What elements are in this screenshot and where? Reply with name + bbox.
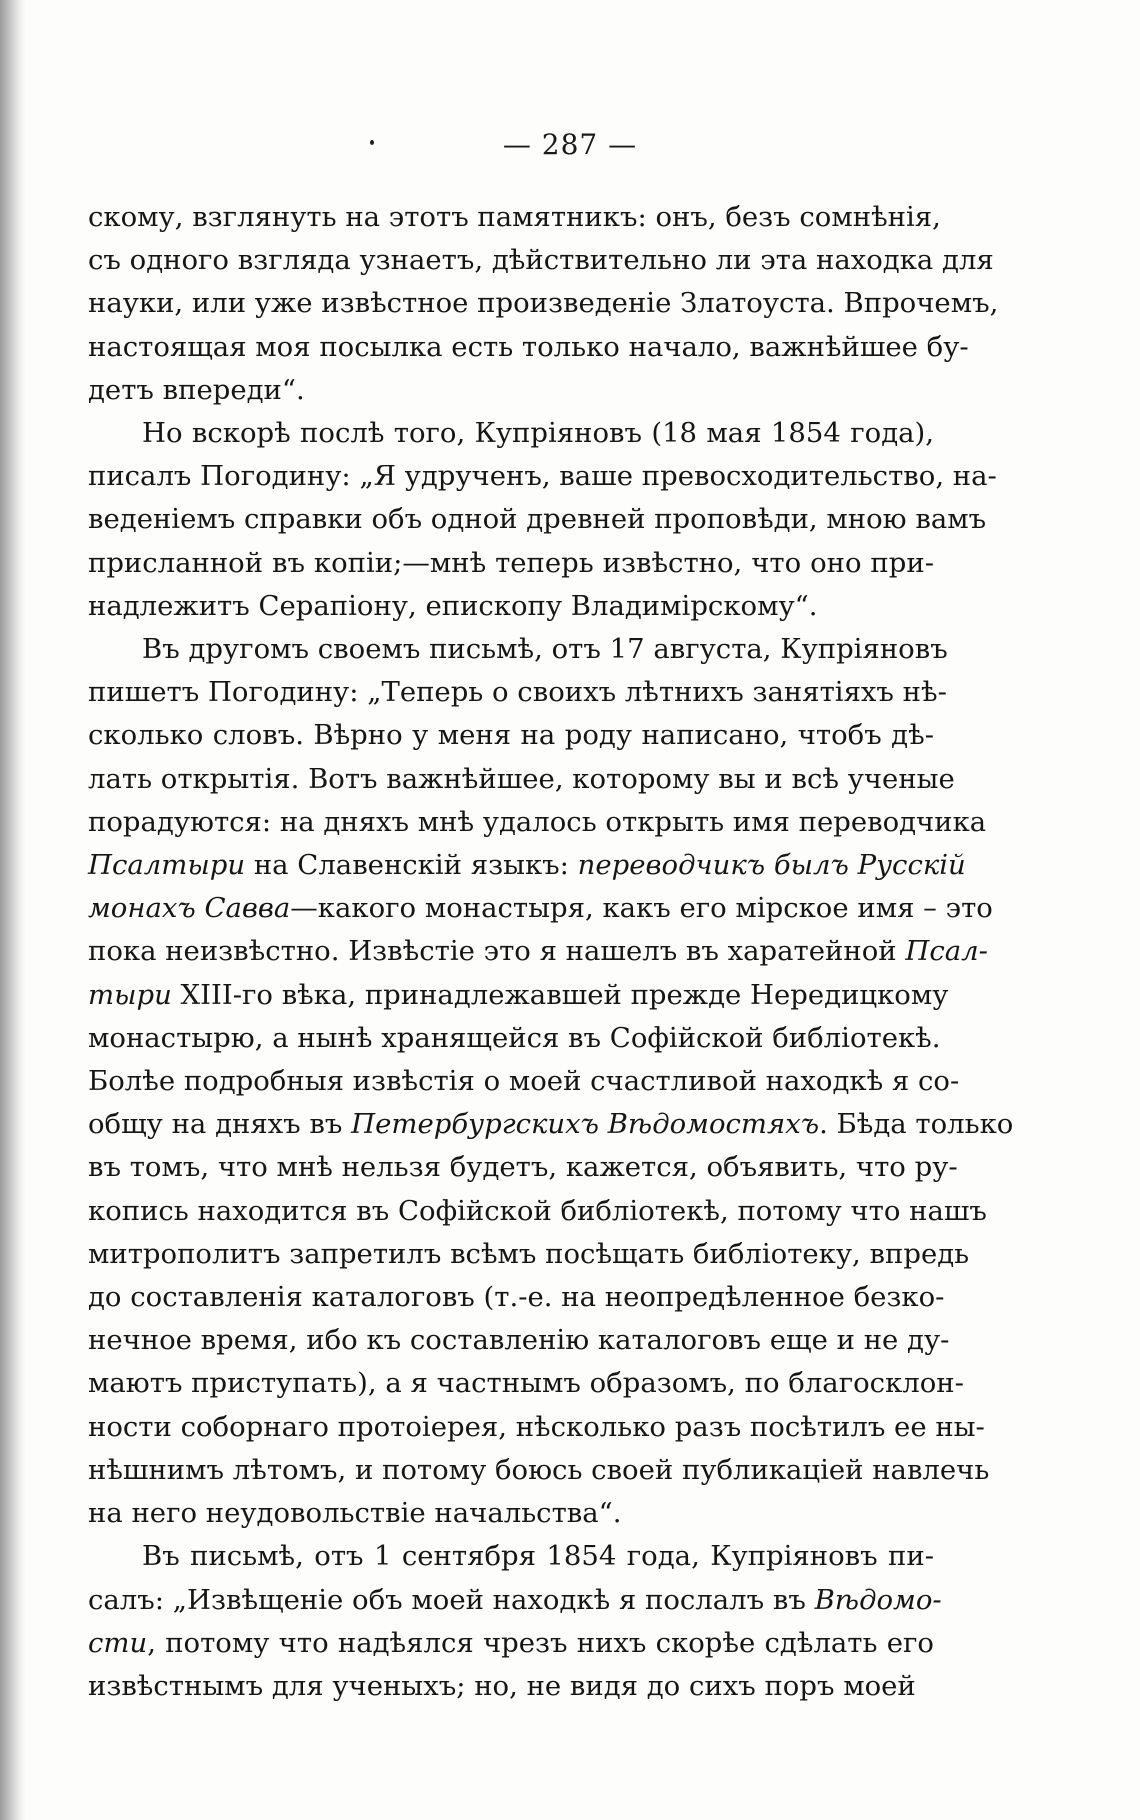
text-segment: на него неудовольствіе начальства“. (88, 1497, 622, 1530)
text-segment: нѣшнимъ лѣтомъ, и потому боюсь своей публикаціей навлечь (88, 1453, 990, 1486)
text-segment: извѣстнымъ для ученыхъ; но, не видя до сихъ поръ моей (88, 1669, 916, 1702)
text-line (88, 585, 934, 628)
text-segment: Въ другомъ своемъ письмѣ, отъ 17 августа, Купріяновъ (142, 633, 948, 666)
text-line (88, 1190, 987, 1233)
paragraph (88, 1535, 942, 1708)
text-segment: Въ письмѣ, отъ 1 сентября 1854 года, Купріяновъ пи- (142, 1540, 934, 1573)
body-text (88, 196, 1014, 1708)
text-segment: сколько словъ. Вѣрно у меня на роду написано, чтобъ дѣ- (88, 719, 934, 752)
text-line (88, 887, 993, 930)
text-line (88, 758, 955, 801)
text-line (88, 1146, 958, 1189)
italic-text: Петербургскихъ Вѣдомостяхъ (351, 1108, 820, 1141)
text-segment: пока неизвѣстно. Извѣстіе это я нашелъ въ харатейной (88, 935, 906, 968)
text-segment: порадуются: на дняхъ мнѣ удалось открыть имя переводчика (88, 805, 987, 838)
text-segment: —какого монастыря, какъ его мірское имя – это (290, 892, 993, 925)
text-segment: настоящая моя посылка есть только начало, важнѣйшее бу- (88, 330, 969, 363)
text-segment: XIII-го вѣка, принадлежавшей прежде Нередицкому (171, 978, 949, 1011)
page-number: — 287 — (502, 128, 638, 161)
text-segment: науки, или уже извѣстное произведеніе Златоуста. Впрочемъ, (88, 287, 999, 320)
text-line (88, 1017, 941, 1060)
italic-text: Псал- (905, 935, 988, 968)
text-line (88, 628, 948, 671)
text-line (88, 974, 949, 1017)
text-segment: надлежитъ Серапіону, епископу Владимірскому“. (88, 589, 818, 622)
text-line (88, 1319, 950, 1362)
text-line (88, 369, 934, 412)
text-line (88, 1579, 942, 1622)
text-segment: на Славенскій языкъ: (245, 849, 578, 882)
text-line (88, 455, 997, 498)
text-line (88, 1276, 945, 1319)
paragraph (88, 196, 999, 412)
text-line (88, 1622, 934, 1665)
text-segment: скому, взглянуть на этотъ памятникъ: онъ, безъ сомнѣнія, (88, 201, 941, 233)
text-segment: нечное время, ибо къ составленію каталоговъ еще и не ду- (88, 1324, 950, 1357)
text-segment: писалъ Погодину: „Я удрученъ, ваше превосходительство, на- (88, 460, 997, 493)
text-line (88, 671, 947, 714)
italic-text: Псалтыри (88, 849, 246, 882)
text-line (88, 1449, 990, 1492)
text-segment: общу на дняхъ въ (88, 1108, 352, 1141)
text-line (88, 239, 994, 282)
text-segment: въ томъ, что мнѣ нельзя будетъ, кажется, объявить, что ру- (88, 1151, 958, 1184)
text-segment: веденіемъ справки объ одной древней проповѣди, мною вамъ (88, 503, 987, 536)
text-segment: маютъ приступать), а я частнымъ образомъ, по благосклон- (88, 1367, 964, 1400)
text-line (88, 326, 969, 369)
paragraph (88, 628, 1014, 1535)
text-line (88, 1665, 934, 1708)
text-segment: салъ: „Извѣщеніе объ моей находкѣ я послалъ въ (88, 1583, 815, 1616)
text-line (88, 1492, 934, 1535)
italic-text: монахъ Савва (88, 892, 291, 925)
text-segment: ности соборнаго протоіерея, нѣсколько разъ посѣтилъ ее ны- (88, 1410, 985, 1443)
text-line (88, 1060, 960, 1103)
text-line (88, 714, 934, 757)
italic-text: переводчикъ былъ Русскій (577, 849, 966, 882)
text-line (88, 844, 966, 887)
text-segment: Болѣе подробныя извѣстія о моей счастливой находкѣ я со- (88, 1065, 960, 1098)
text-segment: детъ впереди“. (88, 373, 305, 406)
paragraph (88, 412, 997, 628)
text-line (88, 1233, 970, 1276)
text-segment: Но вскорѣ послѣ того, Купріяновъ (18 мая 1854 года), (142, 417, 934, 450)
text-line (88, 930, 988, 973)
text-line (88, 282, 999, 325)
text-line (88, 1103, 1014, 1146)
text-line (88, 1535, 934, 1578)
text-line (88, 801, 987, 844)
text-segment: митрополитъ запретилъ всѣмъ посѣщать библіотеку, впредь (88, 1237, 970, 1270)
text-segment: пишетъ Погодину: „Теперь о своихъ лѣтнихъ занятіяхъ нѣ- (88, 676, 947, 709)
italic-text: сти (88, 1626, 148, 1659)
text-segment: до составленія каталоговъ (т.-е. на неопредѣленное безко- (88, 1281, 945, 1314)
text-segment: копись находится въ Софійской библіотекѣ, потому что нашъ (88, 1194, 987, 1227)
text-segment: съ одного взгляда узнаетъ, дѣйствительно ли эта находка для (88, 244, 994, 277)
text-line (88, 1406, 985, 1449)
text-line (88, 542, 934, 585)
text-line (88, 196, 941, 239)
page-gutter-shadow (0, 0, 26, 1820)
text-segment: . Бѣда только (819, 1108, 1014, 1141)
text-segment: монастырю, а нынѣ хранящейся въ Софійской библіотекѣ. (88, 1021, 941, 1054)
text-line (88, 1362, 964, 1405)
italic-text: Вѣдомо- (814, 1583, 942, 1616)
text-segment: присланной въ копіи;—мнѣ теперь извѣстно, что оно при- (88, 546, 934, 579)
text-line (88, 412, 934, 455)
italic-text: тыри (88, 978, 172, 1011)
text-line (88, 498, 987, 541)
text-segment: лать открытія. Вотъ важнѣйшее, которому вы и всѣ ученые (88, 762, 955, 795)
text-segment: , потому что надѣялся чрезъ нихъ скорѣе сдѣлать его (147, 1626, 934, 1659)
